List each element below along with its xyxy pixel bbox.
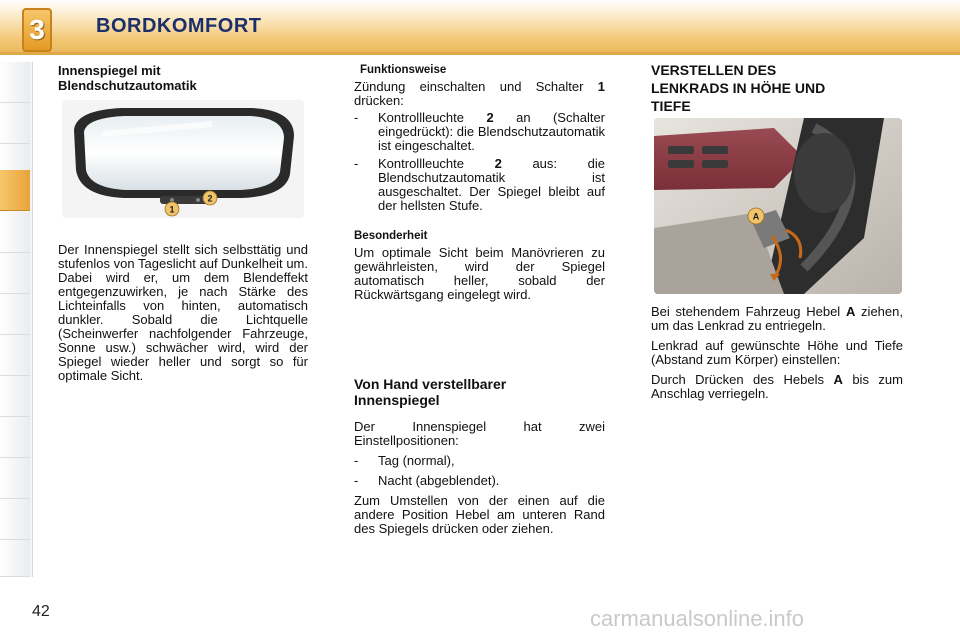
chapter-tab-13[interactable] (0, 540, 30, 577)
chapter-tab-5[interactable] (0, 212, 30, 253)
steering-heading: VERSTELLEN DES LENKRADS IN HÖHE UND TIEFE (651, 62, 826, 114)
list-item: - Tag (normal), (354, 453, 455, 468)
chapter-tab-7[interactable] (0, 294, 30, 335)
chapter-tab-12[interactable] (0, 499, 30, 540)
list-item: - Kontrollleuchte 2 an (Schalter eingedrückt): die Blendschutzautomatik ist eingeschaltet. (354, 110, 605, 153)
mirror-heading: Innenspiegel mit Blendschutzautomatik (58, 63, 197, 93)
mirror-description: Der Innenspiegel stellt sich selbsttätig und stufenlos von Tageslicht auf Dunkelheit um. Dabei wird er, um dem Blendeffekt entgegenzuwirken, je nach Stärke des Lichteinfalls von hinten, automatisch dunkler. Sobald die Lichtquelle (Scheinwerfer nachfolgender Fahrzeuge, Sonne usw.) schwächer wird, wird der Spiegel wieder heller und sorgt so für optimale Sicht. (58, 242, 308, 383)
steering-column-icon (654, 118, 902, 294)
chapter-tab-2[interactable] (0, 103, 30, 144)
mirror-icon (62, 100, 304, 218)
right-column (651, 61, 903, 115)
steering-instructions (651, 305, 903, 407)
header-rule (0, 52, 960, 55)
funktion-heading: Funktionsweise (360, 64, 447, 76)
page-number: 42 (32, 603, 50, 620)
manual-intro: Der Innenspiegel hat zwei Einstellpositionen: (354, 419, 605, 448)
page-title: BORDKOMFORT (96, 15, 262, 37)
watermark: carmanualsonline.info (590, 606, 805, 631)
steering-step-3: Durch Drücken des Hebels A bis zum Anschlag verriegeln. (651, 372, 903, 401)
manual-text: Zum Umstellen von der einen auf die andere Position Hebel am unteren Rand des Spiegels drücken oder ziehen. (354, 493, 605, 536)
svg-text:A: A (752, 211, 760, 222)
chapter-tab-9[interactable] (0, 376, 30, 417)
svg-text:2: 2 (207, 193, 213, 204)
steering-step-2: Lenkrad auf gewünschte Höhe und Tiefe (Abstand zum Körper) einstellen: (651, 338, 903, 367)
besonderheit-section (354, 229, 605, 308)
chapter-tab-6[interactable] (0, 253, 30, 294)
chapter-number: 3 (29, 14, 45, 45)
steering-illustration (654, 118, 902, 294)
list-item: - Nacht (abgeblendet). (354, 473, 500, 488)
mirror-illustration (62, 100, 304, 218)
left-column (58, 63, 308, 93)
chapter-tab-strip (0, 62, 33, 577)
manual-mirror-section (354, 376, 605, 542)
middle-column (354, 63, 605, 217)
svg-text:1: 1 (169, 204, 175, 215)
funktion-intro: Zündung einschalten und Schalter 1 drücken: (354, 79, 605, 108)
manual-heading: Von Hand verstellbarer Innenspiegel (354, 376, 507, 408)
chapter-tab-active[interactable] (0, 170, 30, 211)
list-item: - Kontrollleuchte 2 aus: die Blendschutzautomatik ist ausgeschaltet. Der Spiegel bleibt auf der hellsten Stufe. (354, 156, 605, 213)
chapter-tab-8[interactable] (0, 335, 30, 376)
steering-step-1: Bei stehendem Fahrzeug Hebel A ziehen, um das Lenkrad zu entriegeln. (651, 304, 903, 333)
chapter-tab-1[interactable] (0, 62, 30, 103)
chapter-tab-11[interactable] (0, 458, 30, 499)
besonderheit-text: Um optimale Sicht beim Manövrieren zu gewährleisten, wird der Spiegel automatisch heller, sobald der Rückwärtsgang eingelegt wird. (354, 245, 605, 302)
chapter-tab-10[interactable] (0, 417, 30, 458)
besonderheit-heading: Besonderheit (354, 230, 428, 242)
